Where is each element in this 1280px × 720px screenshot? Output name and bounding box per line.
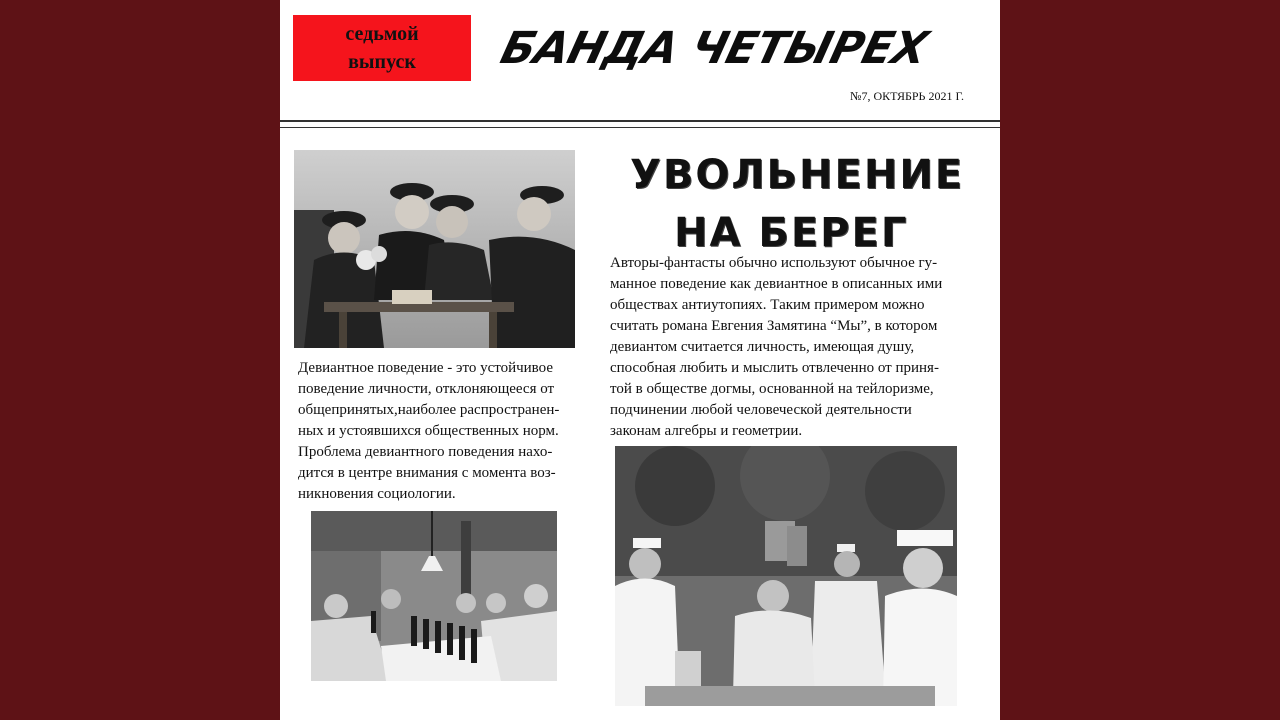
issue-badge-line2: выпуск — [348, 51, 416, 73]
text-line: Девиантное поведение - это устойчивое — [298, 360, 553, 376]
issue-badge — [293, 15, 471, 81]
article-text-right — [610, 253, 990, 442]
text-line: Проблема девиантного поведения нахо- — [298, 444, 553, 460]
article-text-left — [298, 358, 598, 505]
header-rule-bottom — [280, 127, 1000, 128]
text-line: считать романа Евгения Замятина “Мы”, в котором — [610, 318, 938, 334]
text-line: дится в центре внимания с момента воз- — [298, 465, 556, 481]
text-line: никновения социологии. — [298, 486, 456, 502]
headline-line1: УВОЛЬНЕНИЕ — [630, 152, 965, 198]
text-line: поведение личности, отклоняющееся от — [298, 381, 555, 397]
headline-line2: НА БЕРЕГ — [674, 210, 909, 256]
issue-dateline: №7, ОКТЯБРЬ 2021 Г. — [850, 89, 965, 103]
text-line: способная любить и мыслить отвлеченно от приня- — [610, 360, 939, 376]
text-line: той в обществе догмы, основанной на тейлоризме, — [610, 381, 934, 397]
photo-sailors-long-table — [311, 511, 557, 681]
text-line: подчинении любой человеческой деятельности — [610, 402, 912, 418]
text-line: обществах антиутопиях. Таким примером можно — [610, 297, 925, 313]
masthead-title: БАНДА ЧЕТЫРЕХ — [495, 23, 933, 74]
text-line: законам алгебры и геометрии. — [610, 423, 803, 439]
newspaper-page — [280, 0, 1000, 720]
text-line: ных и устоявшихся общественных норм. — [298, 423, 559, 439]
photo-sailors-table — [294, 150, 575, 348]
text-line: девиантом считается личность, имеющая душу, — [610, 339, 915, 355]
issue-badge-line1: седьмой — [345, 23, 419, 45]
text-line: манное поведение как девиантное в описанных ими — [610, 276, 943, 292]
header-rule-top — [280, 120, 1000, 122]
text-line: общепринятых,наиболее распространен- — [298, 402, 560, 418]
text-line: Авторы-фантасты обычно используют обычное гу- — [610, 255, 938, 271]
photo-sailors-toast — [615, 446, 957, 706]
